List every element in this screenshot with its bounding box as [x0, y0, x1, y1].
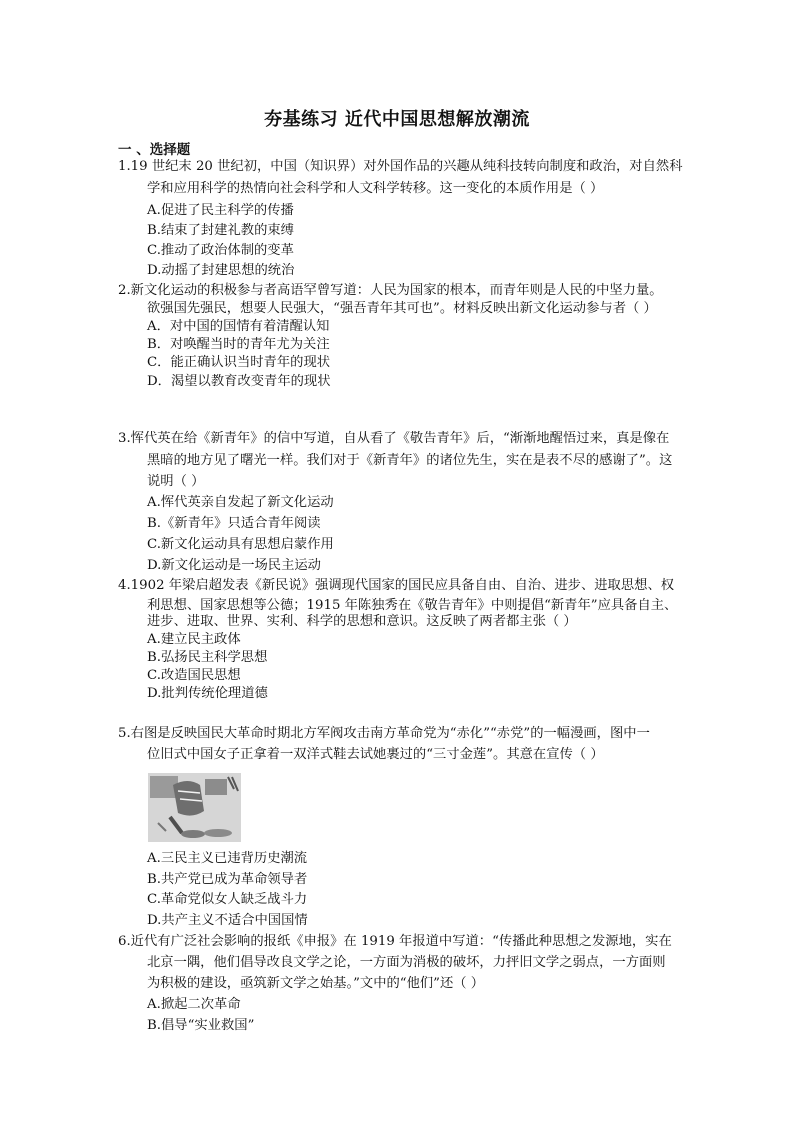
question-2-option-a: A．对中国的国情有着清醒认知: [147, 319, 330, 334]
question-2-option-c: C．能正确认识当时青年的现状: [147, 355, 331, 370]
section-heading: 一 、选择题: [118, 142, 191, 158]
question-6-text-line-3: 为积极的建设，亟筑新文学之始基。”文中的“他们”还（ ）: [147, 976, 485, 991]
question-1-option-d: D.动摇了封建思想的统治: [147, 263, 295, 278]
question-2-option-d: D．渴望以教育改变青年的现状: [147, 374, 331, 389]
question-6-option-b: B.倡导“实业救国”: [147, 1018, 255, 1033]
question-4-text-line-2: 利思想、国家思想等公德；1915 年陈独秀在《敬告青年》中则提倡“新青年”应具备自主、: [147, 598, 678, 613]
question-5-text-line-2: 位旧式中国女子正拿着一双洋式鞋去试她裹过的“三寸金莲”。其意在宣传（ ）: [147, 747, 604, 762]
question-2-text-line-2: 欲强国先强民，想要人民强大，“强吾青年其可也”。材料反映出新文化运动参与者（ ）: [147, 301, 657, 316]
question-5-option-c: C.革命党似女人缺乏战斗力: [147, 892, 308, 907]
question-5-option-a: A.三民主义已违背历史潮流: [147, 851, 308, 866]
question-1-option-c: C.推动了政治体制的变革: [147, 243, 294, 258]
question-1-option-b: B.结束了封建礼教的束缚: [147, 223, 294, 238]
question-4-option-d: D.批判传统伦理道德: [147, 686, 268, 701]
question-5-option-b: B.共产党已成为革命领导者: [147, 872, 308, 887]
question-3-option-d: D.新文化运动是一场民主运动: [147, 558, 321, 573]
page-title: 夯基练习 近代中国思想解放潮流: [264, 109, 530, 130]
question-6-text-line-2: 北京一隅，他们倡导改良文学之论，一方面为消极的破坏，力抨旧文学之弱点，一方面则: [147, 955, 666, 970]
cartoon-image: [148, 773, 241, 842]
question-3-text-line-2: 黑暗的地方见了曙光一样。我们对于《新青年》的诸位先生，实在是表不尽的感谢了”。这: [147, 453, 673, 468]
question-3-text-line-1: 3.恽代英在给《新青年》的信中写道，自从看了《敬告青年》后，“渐渐地醒悟过来，真是像在: [118, 431, 670, 446]
question-4-option-b: B.弘扬民主科学思想: [147, 650, 268, 665]
question-4-option-c: C.改造国民思想: [147, 668, 241, 683]
question-4-text-line-1: 4.1902 年梁启超发表《新民说》强调现代国家的国民应具备自由、自治、进步、进取思想、权: [118, 578, 675, 593]
question-2-text-line-1: 2.新文化运动的积极参与者高语罕曾写道：人民为国家的根本，而青年则是人民的中坚力量。: [118, 283, 663, 298]
question-3-option-a: A.恽代英亲自发起了新文化运动: [147, 495, 334, 510]
question-4-option-a: A.建立民主政体: [147, 632, 241, 647]
question-5-text-line-1: 5.右图是反映国民大革命时期北方军阀攻击南方革命党为“赤化”“赤党”的一幅漫画，图中一: [118, 726, 650, 741]
question-1-text-line-2: 学和应用科学的热情向社会科学和人文科学转移。这一变化的本质作用是（ ）: [147, 181, 604, 196]
question-3-text-line-3: 说明（ ）: [147, 474, 205, 489]
question-6-option-a: A.掀起二次革命: [147, 997, 241, 1012]
question-2-option-b: B．对唤醒当时的青年尤为关注: [147, 337, 330, 352]
question-4-text-line-3: 进步、进取、世界、实利、科学的思想和意识。这反映了两者都主张（ ）: [147, 614, 577, 629]
question-1-option-a: A.促进了民主科学的传播: [147, 203, 294, 218]
question-5-option-d: D.共产主义不适合中国国情: [147, 913, 308, 928]
question-3-option-b: B.《新青年》只适合青年阅读: [147, 516, 321, 531]
question-1-text-line-1: 1.19 世纪末 20 世纪初，中国（知识界）对外国作品的兴趣从纯科技转向制度和政治，对自然科: [118, 159, 683, 174]
question-6-text-line-1: 6.近代有广泛社会影响的报纸《申报》在 1919 年报道中写道：“传播此种思想之发源地，实在: [118, 934, 672, 949]
question-3-option-c: C.新文化运动具有思想启蒙作用: [147, 537, 334, 552]
